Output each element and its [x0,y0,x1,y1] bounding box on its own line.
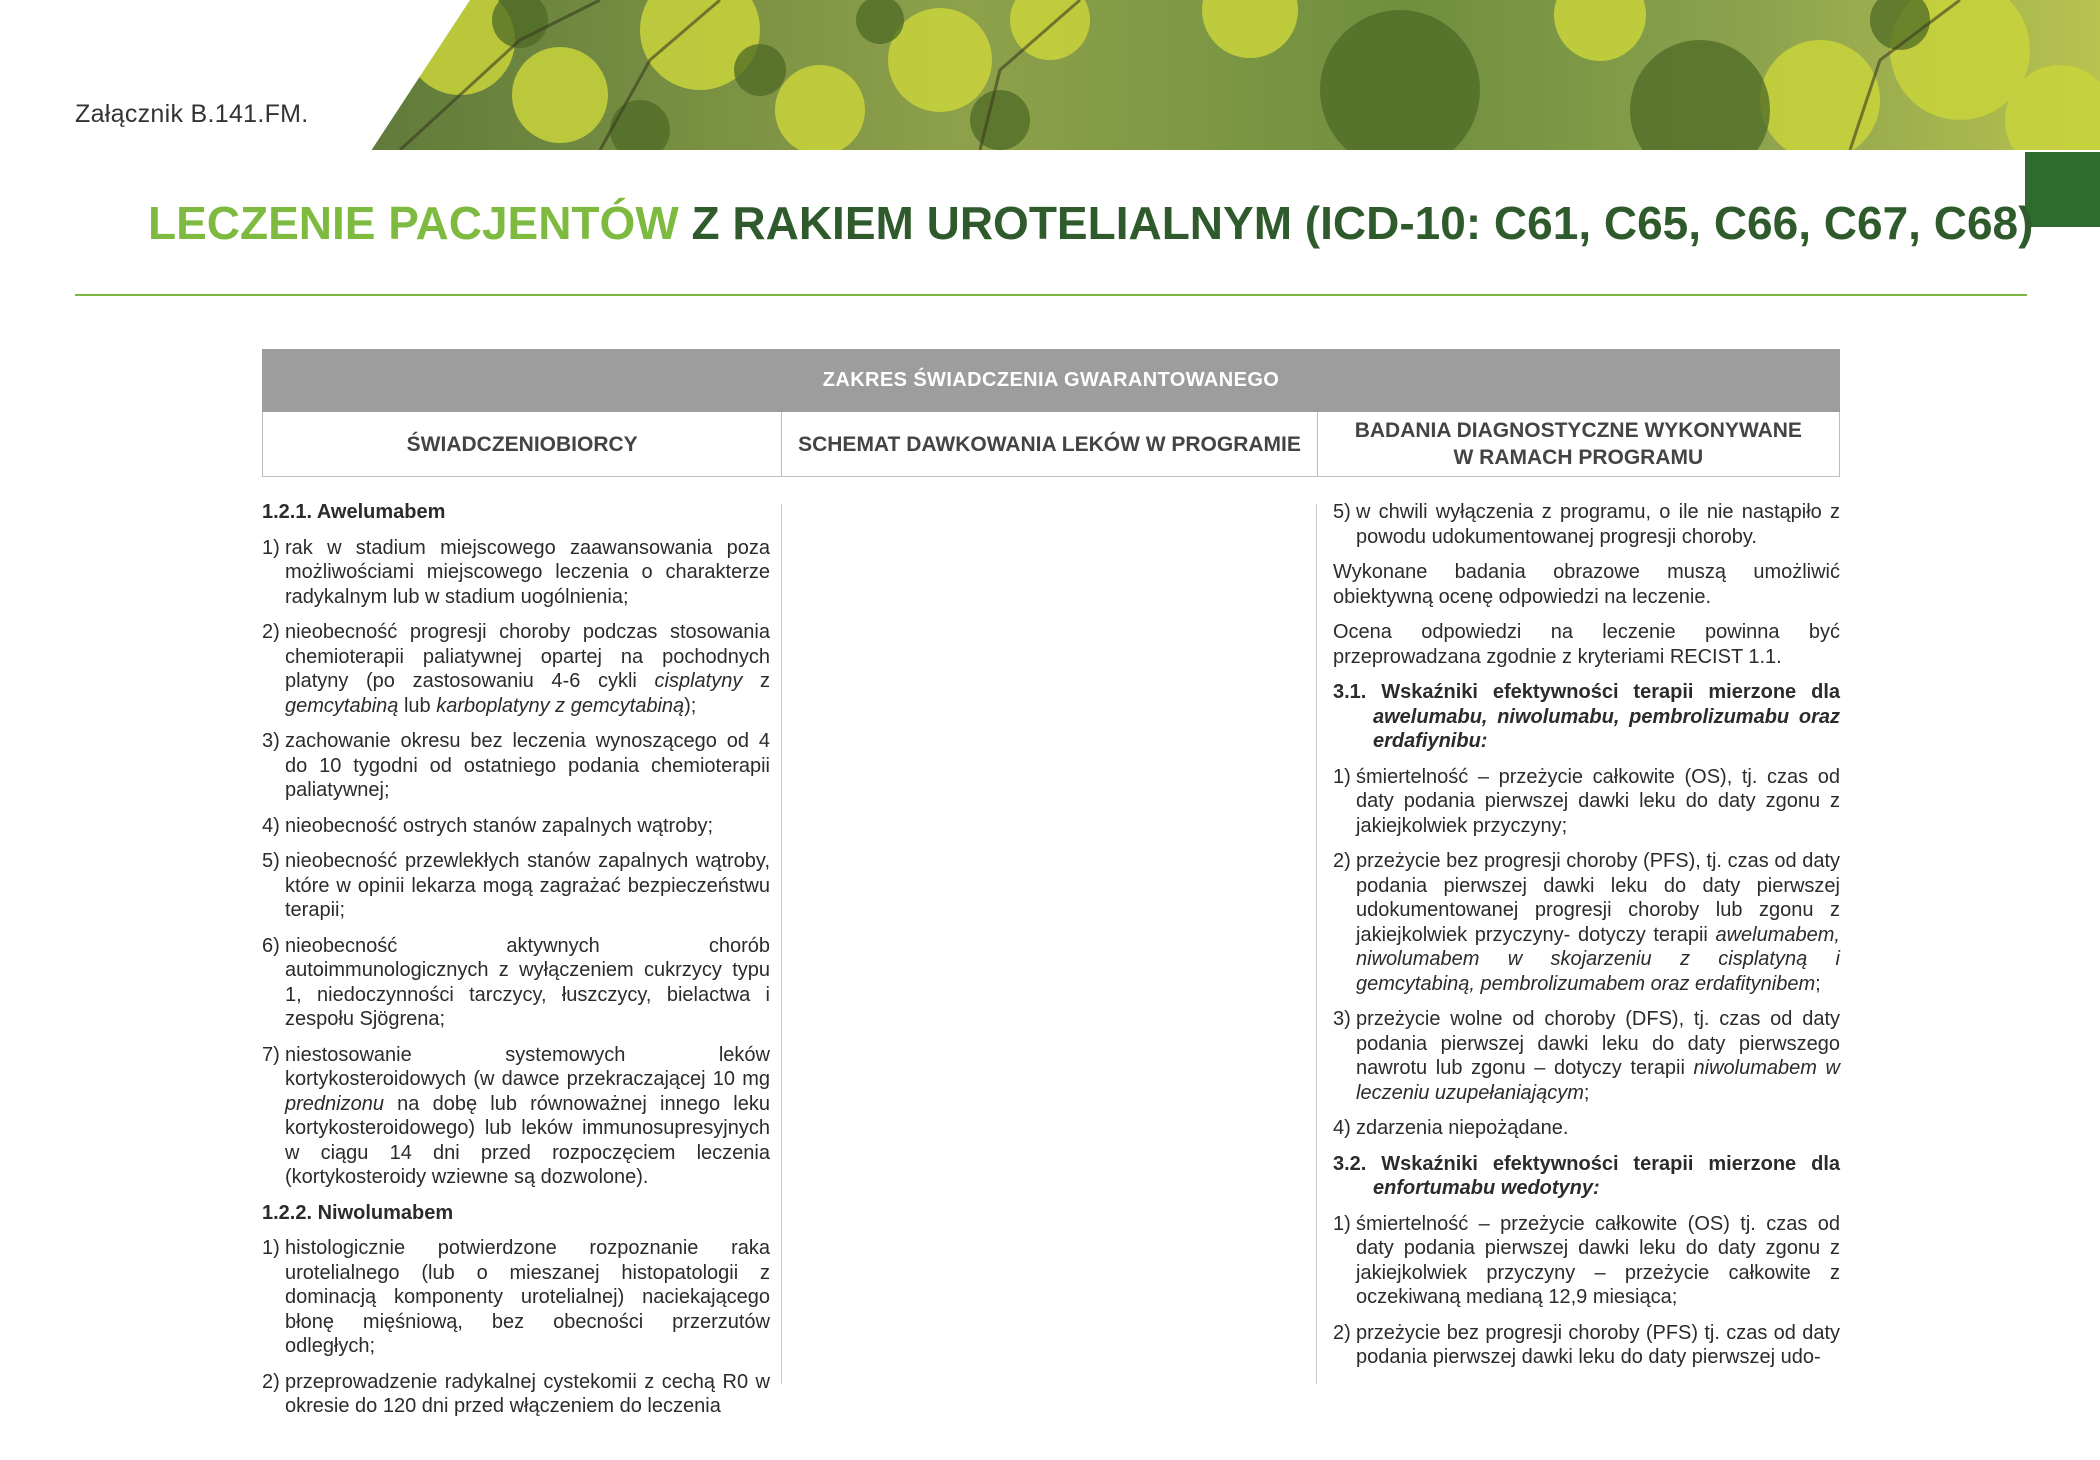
title-divider [75,294,2027,296]
title-part-2: Z RAKIEM UROTELIALNYM (ICD-10: C61, C65, C66, C67, C68) [691,197,2034,249]
list-item: 4) zdarzenia niepożądane. [1333,1117,1569,1139]
list-item: 2) przeżycie bez progresji choroby (PFS), tj. czas od daty podania pierwszej dawki leku do daty pierwszej udokumentowanej progresji choroby lub zgonu z jakiejkolwiek przyczyny- dotyczy terapii awelumabem, niwolumabem w skojarzeniu z cisplatyną i gemcytabiną, pembrolizumabem oraz erdafitynibem; [1333,850,1840,995]
table-top-header: ZAKRES ŚWIADCZENIA GWARANTOWANEGO [262,349,1840,412]
section-tab [2025,152,2100,227]
list-item: 5) w chwili wyłączenia z programu, o ile nie nastąpiło z powodu udokumentowanej progresji choroby. [1333,501,1840,548]
column-divider-2 [1316,504,1317,1384]
list-item: 1) śmiertelność – przeżycie całkowite (OS), tj. czas od daty podania pierwszej dawki leku do daty zgonu z jakiejkolwiek przyczyny; [1333,765,1840,837]
paragraph: Ocena odpowiedzi na leczenie powinna być przeprowadzana zgodnie z kryteriami RECIST 1.1. [1333,621,1840,668]
column-header-patients: ŚWIADCZENIOBIORCY [263,412,782,476]
list-item: 5) nieobecność przewlekłych stanów zapalnych wątroby, które w opinii lekarza mogą zagrażać bezpieczeństwu terapii; [262,850,770,921]
patients-column [262,500,770,1430]
diagnostics-column [1333,500,1840,1381]
list-item: 2) przeprowadzenie radykalnej cystekomii z cechą R0 w okresie do 120 dni przed włączeniem do leczenia [262,1370,770,1417]
section-heading: 3.2. Wskaźniki efektywności terapii mierzone dla enfortumabu wedotyny: [1333,1152,1840,1199]
list-item: 3) przeżycie wolne od choroby (DFS), tj. czas od daty podania pierwszej dawki leku do daty pierwszego nawrotu lub zgonu – dotyczy terapii niwolumabem w leczeniu uzupełaniającym; [1333,1008,1840,1104]
header-banner [0,0,2100,150]
column-header-diagnostics-line1: BADANIA DIAGNOSTYCZNE WYKONYWANE [1354,419,1802,442]
column-header-diagnostics [1318,412,1839,476]
paragraph: Wykonane badania obrazowe muszą umożliwić obiektywną ocenę odpowiedzi na leczenie. [1333,561,1840,608]
title-part-1: LECZENIE PACJENTÓW [148,197,679,249]
list-item: 3) zachowanie okresu bez leczenia wynoszącego od 4 do 10 tygodni od ostatniego podania chemioterapii paliatywnej; [262,730,770,801]
page-title [148,196,2033,250]
forest-image [0,0,2100,150]
column-header-dosage: SCHEMAT DAWKOWANIA LEKÓW W PROGRAMIE [782,412,1317,476]
list-item: 4) nieobecność ostrych stanów zapalnych wątroby; [262,814,714,837]
column-divider-1 [781,504,782,1384]
column-header-diagnostics-line2: W RAMACH PROGRAMU [1453,446,1704,469]
list-item: 7) niestosowanie systemowych leków kortykosteroidowych (w dawce przekraczającej 10 mg prednizonu na dobę lub równoważnej innego leku kortykosteroidowego) lub leków immunosupresyjnych w ciągu 14 dni przed rozpoczęciem leczenia (kortykosteroidy wziewne są dozwolone). [262,1043,770,1188]
section-heading: 1.2.1. Awelumabem [262,501,446,523]
list-item: 1) rak w stadium miejscowego zaawansowania poza możliwościami miejscowego leczenia o charakterze radykalnym lub w stadium uogólnienia; [262,536,770,608]
list-item: 6) nieobecność aktywnych chorób autoimmunologicznych z wyłączeniem cukrzycy typu 1, niedoczynności tarczycy, łuszczycy, bielactwa i zespołu Sjögrena; [262,934,770,1030]
table-header [262,349,1840,477]
annex-label: Załącznik B.141.FM. [75,100,309,128]
list-item: 2) przeżycie bez progresji choroby (PFS) tj. czas od daty podania pierwszej dawki leku do daty pierwszej udo- [1333,1321,1840,1368]
table-column-headers [262,412,1840,477]
list-item: 1) histologicznie potwierdzone rozpoznanie raka urotelialnego (lub o mieszanej histopatologii z dominacją komponenty urotelialnej) naciekającego błonę mięśniową, bez obecności przerzutów odległych; [262,1237,770,1357]
list-item: 1) śmiertelność – przeżycie całkowite (OS) tj. czas od daty podania pierwszej dawki leku do daty zgonu z jakiejkolwiek przyczyny – przeżycie całkowite z oczekiwaną medianą 12,9 miesiąca; [1333,1212,1840,1308]
section-heading: 3.1. Wskaźniki efektywności terapii mierzone dla awelumabu, niwolumabu, pembrolizumabu oraz erdafiynibu: [1333,681,1840,752]
section-heading: 1.2.2. Niwolumabem [262,1201,454,1224]
list-item: 2) nieobecność progresji choroby podczas stosowania chemioterapii paliatywnej opartej na pochodnych platyny (po zastosowaniu 4-6 cykli cisplatyny z gemcytabiną lub karboplatyny z gemcytabiną); [262,621,770,717]
